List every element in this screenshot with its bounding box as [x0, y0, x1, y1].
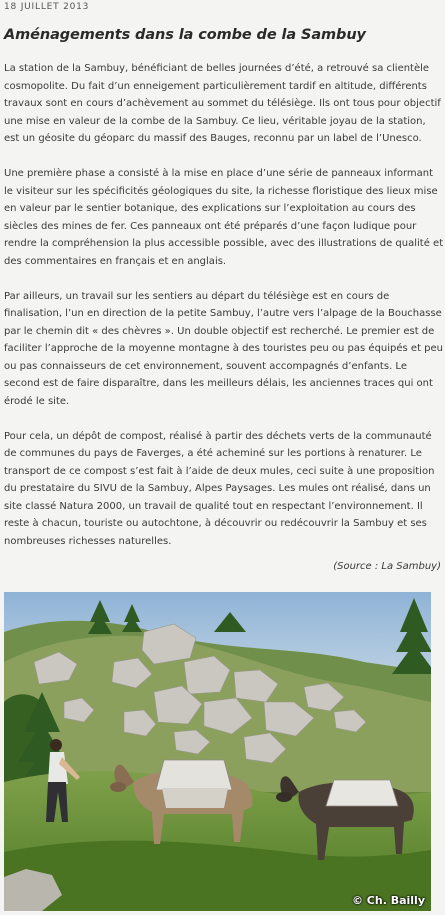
post-date: 18 JUILLET 2013 [4, 2, 90, 12]
post-source: (Source : La Sambuy) [333, 561, 441, 572]
post-paragraph: Pour cela, un dépôt de compost, réalisé à partir des déchets verts de la communauté de communes du pays de Faverges, a été acheminé sur les portions à renaturer. Le transport de ce compost s’est fait à l’aide de deux mules, ceci suite à une proposition du prestataire du SIVU de la Sambuy, Alpes Paysages. Les mules ont réalisé, dans un site classé Natura 2000, un travail de qualité tout en respectant l’environnement. Il reste à chacun, touriste ou autochtone, à découvrir ou redécouvrir la Sambuy et ses nombreuses richesses naturelles. [4, 430, 435, 547]
post-photo [4, 592, 431, 911]
photo-mules-illustration [4, 592, 431, 911]
post-title: Aménagements dans la combe de la Sambuy [4, 27, 366, 43]
photo-credit: © Ch. Bailly [351, 894, 425, 907]
post-paragraph: Une première phase a consisté à la mise en place d’une série de panneaux informant le visiteur sur les spécificités géologiques du site, la richesse floristique des lieux mise en valeur par le sentier botanique, des explications sur l’exploitation au cours des siècles des mines de fer. Ces panneaux ont été préparés d’une façon ludique pour rendre la compréhension la plus accessible possible, avec des illustrations de qualité et des commentaires en français et en anglais. [4, 168, 444, 267]
post-paragraph: Par ailleurs, un travail sur les sentiers au départ du télésiège est en cours de finalisation, l’un en direction de la petite Sambuy, l’autre vers l’alpage de la Bouchasse par le chemin dit « des chèvres ». Un double objectif est recherché. Le premier est de faciliter l’approche de la moyenne montagne à des touristes peu ou pas équipés et peu ou pas connaisseurs de cet environnement, souvent accompagnés d’enfants. Le second est de faire disparaître, dans les meilleurs délais, les anciennes traces qui ont érodé le site. [4, 290, 444, 407]
post-body [4, 60, 444, 568]
post-paragraph: La station de la Sambuy, bénéficiant de belles journées d’été, a retrouvé sa clientèle cosmopolite. Du fait d’un enneigement particulièrement tardif en altitude, différents travaux sont en cours d’achèvement au sommet du télésiège. Ils ont tous pour objectif une mise en valeur de la combe de la Sambuy. Ce lieu, véritable joyau de la station, est un géosite du géoparc du massif des Bauges, reconnu par un label de l’Unesco. [4, 63, 441, 144]
